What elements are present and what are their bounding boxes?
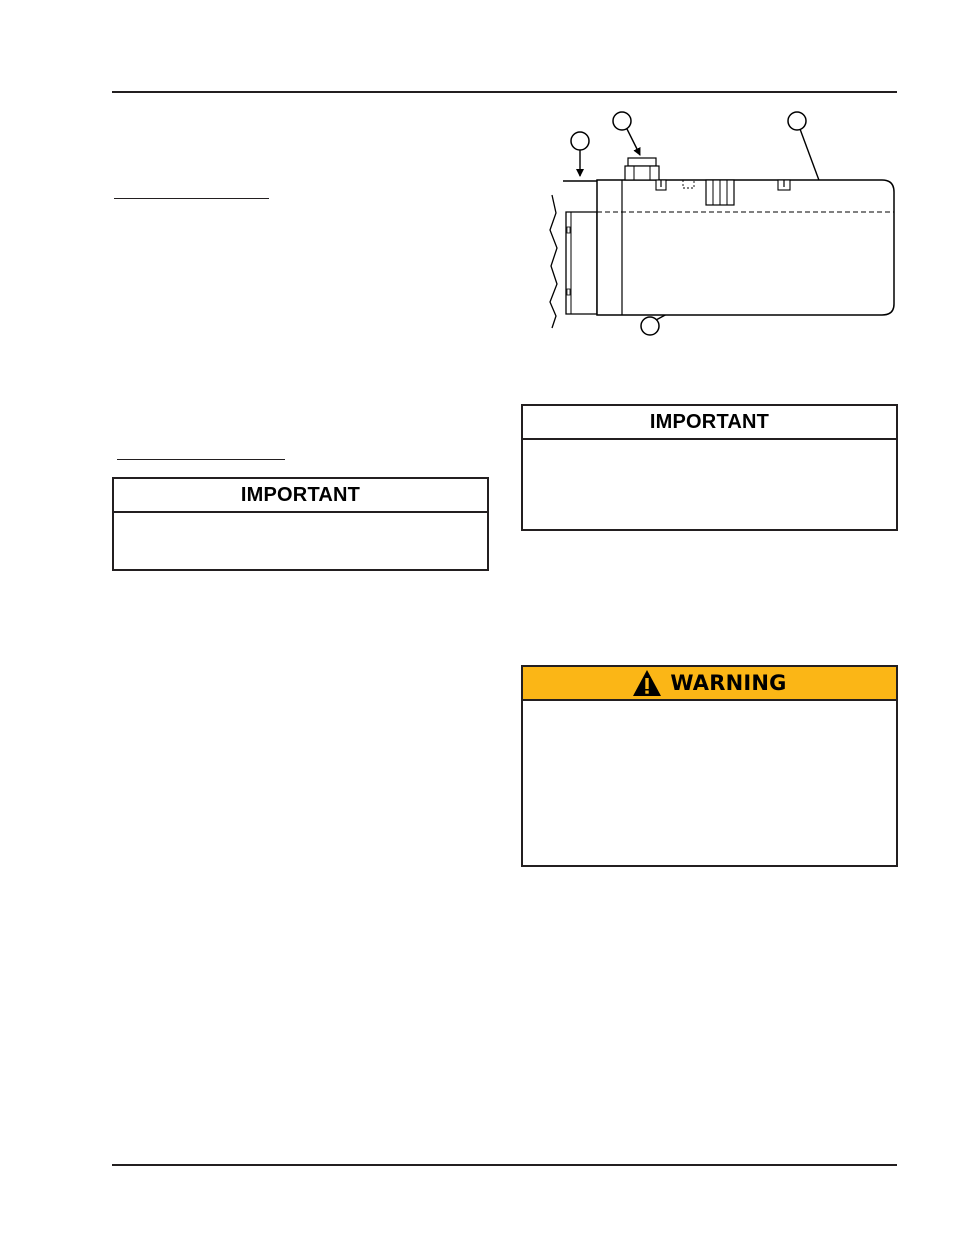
callout-circle xyxy=(571,132,589,150)
section-heading-underline xyxy=(117,459,285,460)
break-line xyxy=(550,195,557,328)
section-heading-underline xyxy=(114,198,269,199)
cap xyxy=(628,158,656,166)
important-notice-right xyxy=(521,404,898,531)
tank-body xyxy=(597,180,894,315)
footer-rule xyxy=(112,1164,897,1166)
warning-triangle-icon xyxy=(632,669,662,697)
important-notice-title: IMPORTANT xyxy=(114,479,487,513)
header-rule xyxy=(112,91,897,93)
warning-notice-header xyxy=(523,667,896,701)
warning-notice xyxy=(521,665,898,867)
callout-circle xyxy=(613,112,631,130)
callout-circle xyxy=(788,112,806,130)
equipment-diagram xyxy=(540,105,900,345)
leader-arrow xyxy=(627,129,640,155)
warning-notice-title: WARNING xyxy=(670,671,787,695)
important-notice-left xyxy=(112,477,489,571)
important-notice-title: IMPORTANT xyxy=(523,406,896,440)
